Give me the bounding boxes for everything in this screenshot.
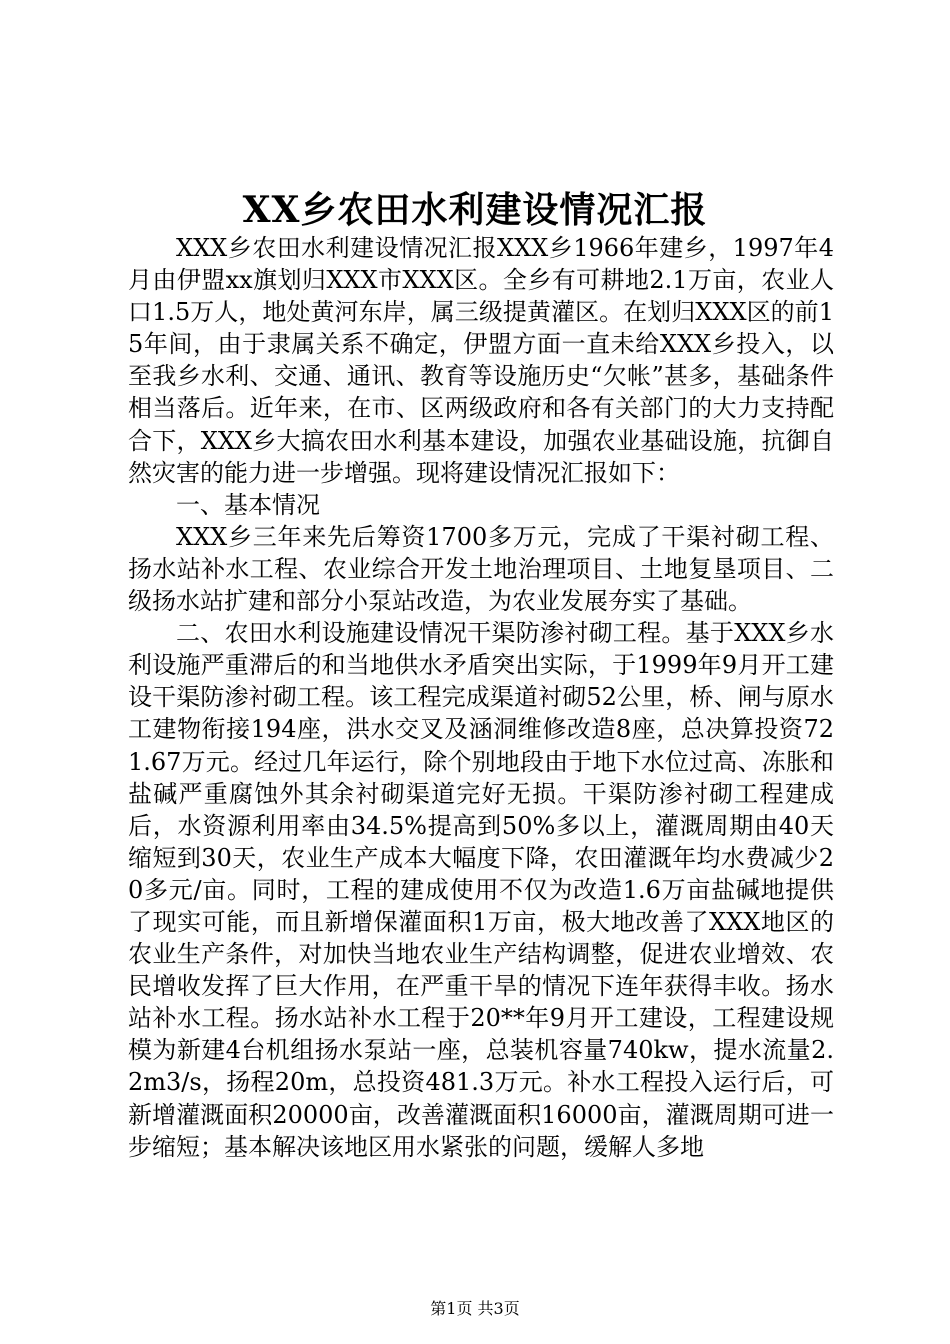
page-footer: 第1页 共3页 bbox=[430, 1299, 520, 1318]
heading-basic-situation: 一、基本情况 bbox=[176, 490, 320, 519]
document-body bbox=[128, 232, 834, 1163]
paragraph-irrigation-construction: 二、农田水利设施建设情况干渠防渗衬砌工程。基于XXX乡水利设施严重滞后的和当地供水矛盾突出实际，于1999年9月开工建设干渠防渗衬砌工程。该工程完成渠道衬砌52公里，桥、闸与原水工建物衔接194座，洪水交叉及涵洞维修改造8座，总决算投资721.67万元。经过几年运行，除个别地段由于地下水位过高、冻胀和盐碱严重腐蚀外其余衬砌渠道完好无损。干渠防渗衬砌工程建成后，水资源利用率由34.5%提高到50%多以上，灌溉周期由40天缩短到30天，农业生产成本大幅度下降，农田灌溉年均水费减少20多元/亩。同时，工程的建成使用不仅为改造1.6万亩盐碱地提供了现实可能，而且新增保灌面积1万亩，极大地改善了XXX地区的农业生产条件，对加快当地农业生产结构调整，促进农业增效、农民增收发挥了巨大作用，在严重干旱的情况下连年获得丰收。扬水站补水工程。扬水站补水工程于20**年9月开工建设，工程建设规模为新建4台机组扬水泵站一座，总装机容量740kw，提水流量2.2m3/s，扬程20m，总投资481.3万元。补水工程投入运行后，可新增灌溉面积20000亩，改善灌溉面积16000亩，灌溉周期可进一步缩短；基本解决该地区用水紧张的问题，缓解人多地 bbox=[128, 619, 834, 1161]
paragraph-basic-situation: XXX乡三年来先后筹资1700多万元，完成了干渠衬砌工程、扬水站补水工程、农业综合开发土地治理项目、土地复垦项目、二级扬水站扩建和部分小泵站改造，为农业发展夯实了基础。 bbox=[128, 522, 834, 616]
paragraph-intro: XXX乡农田水利建设情况汇报XXX乡1966年建乡，1997年4月由伊盟xx旗划归XXX市XXX区。全乡有可耕地2.1万亩，农业人口1.5万人，地处黄河东岸，属三级提黄灌区。在划归XXX区的前15年间，由于隶属关系不确定，伊盟方面一直未给XXX乡投入，以至我乡水利、交通、通讯、教育等设施历史“欠帐”甚多，基础条件相当落后。近年来，在市、区两级政府和各有关部门的大力支持配合下，XXX乡大搞农田水利基本建设，加强农业基础设施，抗御自然灾害的能力进一步增强。现将建设情况汇报如下： bbox=[128, 234, 834, 487]
document-title: XX乡农田水利建设情况汇报 bbox=[242, 189, 708, 231]
